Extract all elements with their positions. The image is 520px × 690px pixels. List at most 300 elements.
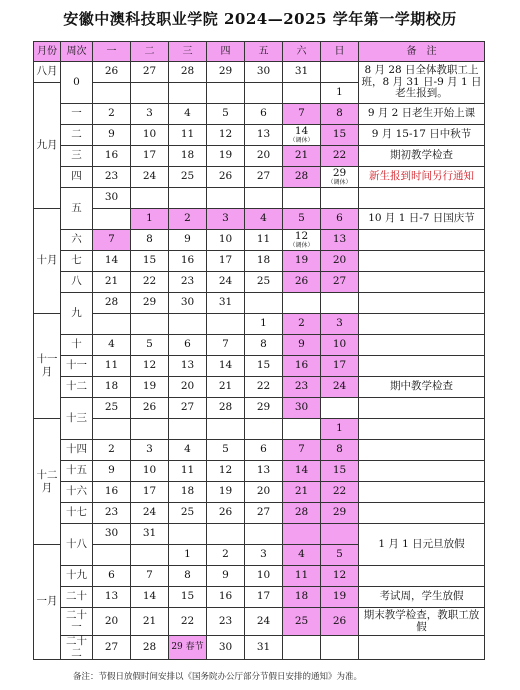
holiday-cell: 18 xyxy=(283,587,321,608)
day-cell: 23 xyxy=(169,272,207,293)
table-row xyxy=(34,125,485,146)
day-cell: 1 xyxy=(245,314,283,335)
day-cell: 26 xyxy=(207,503,245,524)
day-cell: 13 xyxy=(245,461,283,482)
day-cell: 27 xyxy=(245,167,283,188)
month-dec-line1: 十二 xyxy=(36,468,58,481)
holiday-cell: 7 xyxy=(283,104,321,125)
holiday-cell: 6 xyxy=(321,209,359,230)
day-cell xyxy=(131,83,169,104)
note-cell: 10 月 1 日-7 日国庆节 xyxy=(359,209,485,230)
day-cell: 4 xyxy=(169,104,207,125)
day-cell: 9 xyxy=(169,230,207,251)
day-cell: 8 xyxy=(245,335,283,356)
table-row xyxy=(34,188,485,209)
day-cell xyxy=(321,188,359,209)
month-dec-line2: 月 xyxy=(41,481,53,494)
day-cell: 12 xyxy=(207,461,245,482)
day-cell: 6 xyxy=(245,104,283,125)
day-cell: 8 xyxy=(169,566,207,587)
day-cell: 20 xyxy=(93,608,131,636)
holiday-cell: 5 xyxy=(321,545,359,566)
day-cell xyxy=(321,293,359,314)
week-cell: 十九 xyxy=(61,566,93,587)
day-cell: 22 xyxy=(131,272,169,293)
day-cell: 9 xyxy=(207,566,245,587)
day-cell: 24 xyxy=(131,167,169,188)
day-cell: 28 xyxy=(131,636,169,660)
holiday-cell: 12 xyxy=(321,566,359,587)
table-row xyxy=(34,251,485,272)
workday-cell xyxy=(283,125,321,146)
holiday-cell: 2 xyxy=(169,209,207,230)
day-number: 29 xyxy=(332,166,347,179)
header-notes: 备 注 xyxy=(359,42,485,62)
day-cell xyxy=(169,419,207,440)
holiday-cell: 25 xyxy=(283,608,321,636)
note-cell xyxy=(359,566,485,587)
holiday-cell: 10 xyxy=(321,335,359,356)
table-row xyxy=(34,209,485,230)
week-cell: 一 xyxy=(61,104,93,125)
day-cell: 24 xyxy=(207,272,245,293)
note-cell xyxy=(359,398,485,419)
day-cell: 4 xyxy=(93,335,131,356)
day-cell xyxy=(131,419,169,440)
day-cell: 29 xyxy=(131,293,169,314)
day-cell: 31 xyxy=(131,524,169,545)
table-row xyxy=(34,230,485,251)
day-cell xyxy=(245,293,283,314)
day-cell xyxy=(93,545,131,566)
day-cell: 11 xyxy=(169,461,207,482)
day-cell: 20 xyxy=(245,482,283,503)
header-mon: 一 xyxy=(93,42,131,62)
table-row xyxy=(34,146,485,167)
holiday-cell: 8 xyxy=(321,104,359,125)
header-sun: 日 xyxy=(321,42,359,62)
holiday-cell: 3 xyxy=(321,314,359,335)
month-nov xyxy=(34,314,61,419)
day-cell: 28 xyxy=(93,293,131,314)
note-cell xyxy=(359,503,485,524)
day-cell xyxy=(245,524,283,545)
note-cell xyxy=(359,461,485,482)
day-cell: 28 xyxy=(169,62,207,83)
holiday-cell: 19 xyxy=(321,587,359,608)
holiday-cell: 24 xyxy=(321,377,359,398)
week-cell: 六 xyxy=(61,230,93,251)
holiday-cell: 29 xyxy=(321,503,359,524)
note-cell: 8 月 28 日全体教职工上班，8 月 31 日-9 月 1 日老生报到。 xyxy=(359,62,485,104)
table-row xyxy=(34,272,485,293)
week-cell: 四 xyxy=(61,167,93,188)
day-cell: 27 xyxy=(131,62,169,83)
holiday-cell: 7 xyxy=(93,230,131,251)
week-cell: 十七 xyxy=(61,503,93,524)
table-row xyxy=(34,587,485,608)
holiday-cell: 16 xyxy=(283,356,321,377)
table-row xyxy=(34,566,485,587)
note-cell: 期初教学检查 xyxy=(359,146,485,167)
note-cell xyxy=(359,293,485,314)
day-cell xyxy=(131,188,169,209)
table-row xyxy=(34,440,485,461)
day-cell: 24 xyxy=(131,503,169,524)
day-cell xyxy=(245,83,283,104)
table-row xyxy=(34,636,485,660)
day-cell xyxy=(169,524,207,545)
holiday-cell: 14 xyxy=(283,461,321,482)
holiday-cell: 5 xyxy=(283,209,321,230)
day-cell xyxy=(93,314,131,335)
day-cell xyxy=(245,419,283,440)
holiday-cell xyxy=(283,524,321,545)
day-cell: 27 xyxy=(169,398,207,419)
footer-note: 备注：节假日放假时间安排以《国务院办公厅部分节假日安排的通知》为准。 xyxy=(73,672,363,682)
week-cell: 五 xyxy=(61,188,93,230)
day-cell xyxy=(207,419,245,440)
day-cell: 25 xyxy=(169,503,207,524)
day-cell xyxy=(283,419,321,440)
holiday-cell: 28 xyxy=(283,167,321,188)
day-cell: 6 xyxy=(169,335,207,356)
day-cell: 11 xyxy=(245,230,283,251)
week-cell: 二十二 xyxy=(61,636,93,660)
day-cell: 19 xyxy=(207,146,245,167)
table-row xyxy=(34,335,485,356)
day-cell xyxy=(283,188,321,209)
day-cell: 5 xyxy=(207,104,245,125)
day-cell: 6 xyxy=(93,566,131,587)
week-cell: 十二 xyxy=(61,377,93,398)
day-cell xyxy=(321,62,359,83)
workday-cell xyxy=(321,167,359,188)
day-cell: 27 xyxy=(245,503,283,524)
month-sep: 九月 xyxy=(34,83,61,209)
day-cell xyxy=(169,188,207,209)
holiday-cell: 21 xyxy=(283,482,321,503)
table-row xyxy=(34,377,485,398)
holiday-cell: 4 xyxy=(245,209,283,230)
header-fri: 五 xyxy=(245,42,283,62)
day-cell: 22 xyxy=(245,377,283,398)
day-cell: 10 xyxy=(131,125,169,146)
header-sat: 六 xyxy=(283,42,321,62)
day-cell: 9 xyxy=(93,125,131,146)
day-cell: 3 xyxy=(131,440,169,461)
day-cell: 18 xyxy=(169,482,207,503)
day-cell xyxy=(93,83,131,104)
day-cell xyxy=(93,209,131,230)
day-cell: 17 xyxy=(207,251,245,272)
day-cell: 2 xyxy=(207,545,245,566)
day-cell: 17 xyxy=(131,482,169,503)
day-cell: 19 xyxy=(207,482,245,503)
note-cell xyxy=(359,356,485,377)
holiday-cell: 8 xyxy=(321,440,359,461)
header-row xyxy=(34,42,485,62)
day-cell: 14 xyxy=(93,251,131,272)
day-cell: 29 xyxy=(207,62,245,83)
header-month: 月份 xyxy=(34,42,61,62)
day-cell: 22 xyxy=(169,608,207,636)
day-cell: 20 xyxy=(245,146,283,167)
month-aug: 八月 xyxy=(34,62,61,83)
day-cell: 15 xyxy=(169,587,207,608)
note-cell xyxy=(359,272,485,293)
holiday-cell: 20 xyxy=(321,251,359,272)
day-cell: 28 xyxy=(207,398,245,419)
holiday-cell xyxy=(321,524,359,545)
day-cell: 12 xyxy=(131,356,169,377)
day-cell: 19 xyxy=(131,377,169,398)
holiday-cell: 30 xyxy=(283,398,321,419)
month-oct: 十月 xyxy=(34,209,61,314)
day-cell: 23 xyxy=(93,503,131,524)
table-row xyxy=(34,314,485,335)
holiday-cell: 26 xyxy=(321,608,359,636)
day-cell xyxy=(321,636,359,660)
day-cell xyxy=(207,83,245,104)
week-cell: 九 xyxy=(61,293,93,335)
holiday-cell: 15 xyxy=(321,461,359,482)
day-cell: 18 xyxy=(169,146,207,167)
holiday-cell: 4 xyxy=(283,545,321,566)
holiday-cell: 22 xyxy=(321,482,359,503)
day-cell: 16 xyxy=(207,587,245,608)
header-thu: 四 xyxy=(207,42,245,62)
day-cell: 30 xyxy=(93,524,131,545)
week-cell: 十 xyxy=(61,335,93,356)
day-cell xyxy=(93,419,131,440)
day-cell: 13 xyxy=(169,356,207,377)
month-nov-line2: 月 xyxy=(41,366,53,378)
day-cell xyxy=(131,545,169,566)
day-cell: 12 xyxy=(207,125,245,146)
holiday-cell: 15 xyxy=(321,125,359,146)
workday-label: （调休） xyxy=(289,137,314,145)
month-jan: 一月 xyxy=(34,545,61,660)
day-cell xyxy=(207,314,245,335)
holiday-cell: 22 xyxy=(321,146,359,167)
holiday-cell: 2 xyxy=(283,314,321,335)
day-cell: 5 xyxy=(207,440,245,461)
holiday-cell: 21 xyxy=(283,146,321,167)
note-cell xyxy=(359,230,485,251)
day-cell: 10 xyxy=(245,566,283,587)
day-cell xyxy=(131,314,169,335)
day-cell: 16 xyxy=(169,251,207,272)
day-cell: 31 xyxy=(245,636,283,660)
day-cell xyxy=(169,314,207,335)
day-cell: 20 xyxy=(169,377,207,398)
workday-cell xyxy=(283,230,321,251)
day-cell: 18 xyxy=(93,377,131,398)
page-title: 安徽中澳科技职业学院 2024—2025 学年第一学期校历 xyxy=(63,10,457,28)
week-cell: 0 xyxy=(61,62,93,104)
holiday-cell: 11 xyxy=(283,566,321,587)
day-cell: 11 xyxy=(169,125,207,146)
note-cell: 1 月 1 日元旦放假 xyxy=(359,524,485,566)
note-cell: 新生报到时间另行通知 xyxy=(359,167,485,188)
day-cell xyxy=(283,636,321,660)
day-cell: 6 xyxy=(245,440,283,461)
day-cell: 10 xyxy=(131,461,169,482)
note-cell xyxy=(359,251,485,272)
table-row xyxy=(34,503,485,524)
table-row xyxy=(34,293,485,314)
header-wed: 三 xyxy=(169,42,207,62)
holiday-cell: 17 xyxy=(321,356,359,377)
day-cell: 23 xyxy=(93,167,131,188)
day-cell: 11 xyxy=(93,356,131,377)
week-cell: 七 xyxy=(61,251,93,272)
day-cell: 26 xyxy=(93,62,131,83)
day-cell: 31 xyxy=(283,62,321,83)
day-cell: 30 xyxy=(93,188,131,209)
table-row xyxy=(34,62,485,83)
week-cell: 十八 xyxy=(61,524,93,566)
table-row xyxy=(34,398,485,419)
day-cell: 17 xyxy=(131,146,169,167)
holiday-cell: 7 xyxy=(283,440,321,461)
day-number: 12 xyxy=(294,229,309,242)
day-cell: 14 xyxy=(131,587,169,608)
day-cell: 30 xyxy=(169,293,207,314)
day-cell: 26 xyxy=(207,167,245,188)
day-cell: 21 xyxy=(93,272,131,293)
week-cell: 十四 xyxy=(61,440,93,461)
note-cell: 9 月 2 日老生开始上课 xyxy=(359,104,485,125)
note-cell xyxy=(359,335,485,356)
note-cell xyxy=(359,419,485,440)
day-cell: 23 xyxy=(207,608,245,636)
day-cell xyxy=(321,398,359,419)
table-row xyxy=(34,482,485,503)
day-cell: 7 xyxy=(207,335,245,356)
week-cell: 二十 xyxy=(61,587,93,608)
month-dec xyxy=(34,419,61,545)
day-cell: 25 xyxy=(169,167,207,188)
holiday-cell: 3 xyxy=(207,209,245,230)
day-cell: 16 xyxy=(93,146,131,167)
day-cell: 10 xyxy=(207,230,245,251)
header-week: 周次 xyxy=(61,42,93,62)
note-cell: 9 月 15-17 日中秋节 xyxy=(359,125,485,146)
day-number: 14 xyxy=(294,124,309,137)
note-cell xyxy=(359,314,485,335)
calendar-table xyxy=(33,41,485,660)
day-cell: 13 xyxy=(93,587,131,608)
day-cell: 21 xyxy=(207,377,245,398)
day-cell: 17 xyxy=(245,587,283,608)
day-cell: 29 xyxy=(245,398,283,419)
table-row xyxy=(34,419,485,440)
day-cell: 27 xyxy=(93,636,131,660)
day-cell: 1 xyxy=(321,83,359,104)
day-cell: 15 xyxy=(131,251,169,272)
header-tue: 二 xyxy=(131,42,169,62)
day-cell: 8 xyxy=(131,230,169,251)
day-cell xyxy=(283,293,321,314)
day-cell: 3 xyxy=(245,545,283,566)
holiday-cell: 28 xyxy=(283,503,321,524)
holiday-cell: 9 xyxy=(283,335,321,356)
day-cell: 25 xyxy=(245,272,283,293)
holiday-cell: 27 xyxy=(321,272,359,293)
day-cell: 2 xyxy=(93,104,131,125)
day-cell: 25 xyxy=(93,398,131,419)
week-cell: 十三 xyxy=(61,398,93,440)
day-cell: 30 xyxy=(245,62,283,83)
day-cell: 31 xyxy=(207,293,245,314)
note-cell xyxy=(359,636,485,660)
day-cell: 21 xyxy=(131,608,169,636)
day-cell: 30 xyxy=(207,636,245,660)
holiday-cell: 1 xyxy=(321,419,359,440)
note-cell: 考试周，学生放假 xyxy=(359,587,485,608)
day-cell: 14 xyxy=(207,356,245,377)
note-cell xyxy=(359,188,485,209)
week-cell: 十六 xyxy=(61,482,93,503)
day-cell xyxy=(169,83,207,104)
day-cell: 24 xyxy=(245,608,283,636)
day-cell xyxy=(207,188,245,209)
table-row xyxy=(34,524,485,545)
holiday-cell: 23 xyxy=(283,377,321,398)
week-cell: 三 xyxy=(61,146,93,167)
week-cell: 十一 xyxy=(61,356,93,377)
day-cell xyxy=(283,83,321,104)
spring-festival-cell: 29 春节 xyxy=(169,636,207,660)
note-cell xyxy=(359,482,485,503)
note-cell: 期中教学检查 xyxy=(359,377,485,398)
day-cell: 15 xyxy=(245,356,283,377)
table-row xyxy=(34,167,485,188)
holiday-cell: 13 xyxy=(321,230,359,251)
table-row xyxy=(34,104,485,125)
week-cell: 二十一 xyxy=(61,608,93,636)
week-cell: 二 xyxy=(61,125,93,146)
holiday-cell: 1 xyxy=(131,209,169,230)
day-cell: 4 xyxy=(169,440,207,461)
workday-label: （调休） xyxy=(327,179,352,187)
day-cell: 7 xyxy=(131,566,169,587)
holiday-cell: 19 xyxy=(283,251,321,272)
week-cell: 十五 xyxy=(61,461,93,482)
day-cell: 3 xyxy=(131,104,169,125)
day-cell: 5 xyxy=(131,335,169,356)
table-row xyxy=(34,608,485,636)
workday-label: （调休） xyxy=(289,242,314,250)
day-cell: 16 xyxy=(93,482,131,503)
note-cell xyxy=(359,440,485,461)
day-cell xyxy=(245,188,283,209)
week-cell: 八 xyxy=(61,272,93,293)
table-row xyxy=(34,356,485,377)
day-cell: 18 xyxy=(245,251,283,272)
day-cell xyxy=(207,524,245,545)
day-cell: 26 xyxy=(131,398,169,419)
table-row xyxy=(34,461,485,482)
day-cell: 13 xyxy=(245,125,283,146)
month-nov-line1: 十一 xyxy=(36,353,58,366)
day-cell: 2 xyxy=(93,440,131,461)
day-cell: 1 xyxy=(169,545,207,566)
note-cell: 期末教学检查，教职工放假 xyxy=(359,608,485,636)
day-cell: 9 xyxy=(93,461,131,482)
